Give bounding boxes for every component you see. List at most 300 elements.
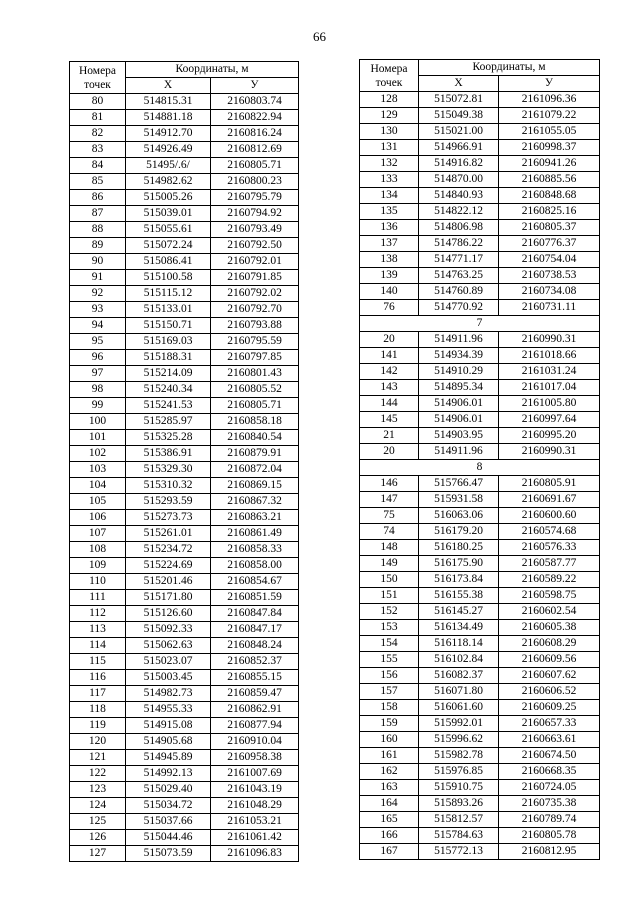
- table-row: [360, 124, 600, 140]
- header-y: У: [211, 78, 299, 94]
- point-number-cell: 108: [70, 542, 126, 558]
- point-number-cell: 127: [70, 846, 126, 862]
- header-point-number-line1: Номера: [78, 64, 117, 77]
- point-number-cell: 109: [70, 558, 126, 574]
- y-coordinate-cell: 2160822.94: [211, 110, 299, 126]
- x-coordinate-cell: 515188.31: [126, 350, 211, 366]
- table-row: [360, 476, 600, 492]
- table-row: [70, 334, 299, 350]
- point-number-cell: 122: [70, 766, 126, 782]
- point-number-cell: 157: [360, 684, 419, 700]
- y-coordinate-cell: 2160863.21: [211, 510, 299, 526]
- point-number-cell: 140: [360, 284, 419, 300]
- x-coordinate-cell: 516063.06: [419, 508, 499, 524]
- point-number-cell: 154: [360, 636, 419, 652]
- table-row: [70, 654, 299, 670]
- point-number-cell: 86: [70, 190, 126, 206]
- point-number-cell: 119: [70, 718, 126, 734]
- y-coordinate-cell: 2160825.16: [499, 204, 600, 220]
- y-coordinate-cell: 2160789.74: [499, 812, 600, 828]
- table-row: [360, 748, 600, 764]
- table-row: [360, 668, 600, 684]
- x-coordinate-cell: 514911.96: [419, 444, 499, 460]
- y-coordinate-cell: 2160885.56: [499, 172, 600, 188]
- y-coordinate-cell: 2160840.54: [211, 430, 299, 446]
- point-number-cell: 101: [70, 430, 126, 446]
- table-row: [70, 782, 299, 798]
- point-number-cell: 106: [70, 510, 126, 526]
- table-row: [70, 398, 299, 414]
- x-coordinate-cell: 516155.38: [419, 588, 499, 604]
- point-number-cell: 128: [360, 92, 419, 108]
- y-coordinate-cell: 2160587.77: [499, 556, 600, 572]
- x-coordinate-cell: 514771.17: [419, 252, 499, 268]
- y-coordinate-cell: 2160792.50: [211, 238, 299, 254]
- x-coordinate-cell: 515329.30: [126, 462, 211, 478]
- table-row: [70, 94, 299, 110]
- point-number-cell: 105: [70, 494, 126, 510]
- table-row: [70, 462, 299, 478]
- x-coordinate-cell: 515766.47: [419, 476, 499, 492]
- y-coordinate-cell: 2161017.04: [499, 380, 600, 396]
- table-row: [360, 796, 600, 812]
- x-coordinate-cell: 514955.33: [126, 702, 211, 718]
- table-row: [360, 268, 600, 284]
- table-row: [70, 574, 299, 590]
- y-coordinate-cell: 2160859.47: [211, 686, 299, 702]
- y-coordinate-cell: 2160851.59: [211, 590, 299, 606]
- y-coordinate-cell: 2160852.37: [211, 654, 299, 670]
- x-coordinate-cell: 514912.70: [126, 126, 211, 142]
- header-coordinates: Координаты, м: [419, 60, 600, 76]
- x-coordinate-cell: 514906.01: [419, 396, 499, 412]
- y-coordinate-cell: 2160910.04: [211, 734, 299, 750]
- point-number-cell: 75: [360, 508, 419, 524]
- y-coordinate-cell: 2160958.38: [211, 750, 299, 766]
- point-number-cell: 158: [360, 700, 419, 716]
- point-number-cell: 159: [360, 716, 419, 732]
- table-row: [70, 158, 299, 174]
- table-row: [360, 108, 600, 124]
- x-coordinate-cell: 515910.75: [419, 780, 499, 796]
- y-coordinate-cell: 2160803.74: [211, 94, 299, 110]
- table-row: [360, 540, 600, 556]
- point-number-cell: 143: [360, 380, 419, 396]
- y-coordinate-cell: 2160668.35: [499, 764, 600, 780]
- header-point-number-line1: Номера: [370, 62, 408, 75]
- table-row: [360, 140, 600, 156]
- point-number-cell: 83: [70, 142, 126, 158]
- y-coordinate-cell: 2160805.78: [499, 828, 600, 844]
- y-coordinate-cell: 2160812.95: [499, 844, 600, 860]
- y-coordinate-cell: 2160997.64: [499, 412, 600, 428]
- table-row: [70, 766, 299, 782]
- y-coordinate-cell: 2161031.24: [499, 364, 600, 380]
- point-number-cell: 134: [360, 188, 419, 204]
- table-row: [360, 188, 600, 204]
- x-coordinate-cell: 514906.01: [419, 412, 499, 428]
- x-coordinate-cell: 516179.20: [419, 524, 499, 540]
- point-number-cell: 102: [70, 446, 126, 462]
- y-coordinate-cell: 2160877.94: [211, 718, 299, 734]
- table-row: [70, 142, 299, 158]
- point-number-cell: 20: [360, 332, 419, 348]
- table-row: [360, 172, 600, 188]
- table-row: [360, 764, 600, 780]
- point-number-cell: 94: [70, 318, 126, 334]
- y-coordinate-cell: 2160663.61: [499, 732, 600, 748]
- point-number-cell: 113: [70, 622, 126, 638]
- x-coordinate-cell: 515092.33: [126, 622, 211, 638]
- point-number-cell: 112: [70, 606, 126, 622]
- y-coordinate-cell: 2160576.33: [499, 540, 600, 556]
- x-coordinate-cell: 515086.41: [126, 254, 211, 270]
- table-row: [360, 716, 600, 732]
- point-number-cell: 111: [70, 590, 126, 606]
- table-row: [360, 348, 600, 364]
- x-coordinate-cell: 515261.01: [126, 526, 211, 542]
- point-number-cell: 166: [360, 828, 419, 844]
- point-number-cell: 144: [360, 396, 419, 412]
- x-coordinate-cell: 514763.25: [419, 268, 499, 284]
- point-number-cell: 124: [70, 798, 126, 814]
- table-row: [70, 670, 299, 686]
- table-row: [70, 286, 299, 302]
- table-row: [360, 92, 600, 108]
- y-coordinate-cell: 2160805.37: [499, 220, 600, 236]
- x-coordinate-cell: 515241.53: [126, 398, 211, 414]
- table-row: [360, 236, 600, 252]
- y-coordinate-cell: 2160854.67: [211, 574, 299, 590]
- table-row: [70, 846, 299, 862]
- x-coordinate-cell: 515982.78: [419, 748, 499, 764]
- y-coordinate-cell: 2160731.11: [499, 300, 600, 316]
- x-coordinate-cell: 516102.84: [419, 652, 499, 668]
- y-coordinate-cell: 2160847.17: [211, 622, 299, 638]
- y-coordinate-cell: 2160657.33: [499, 716, 600, 732]
- y-coordinate-cell: 2160848.68: [499, 188, 600, 204]
- point-number-cell: 155: [360, 652, 419, 668]
- y-coordinate-cell: 2160792.01: [211, 254, 299, 270]
- x-coordinate-cell: 515293.59: [126, 494, 211, 510]
- table-row: [70, 414, 299, 430]
- x-coordinate-cell: 516082.37: [419, 668, 499, 684]
- y-coordinate-cell: 2160847.84: [211, 606, 299, 622]
- x-coordinate-cell: 514786.22: [419, 236, 499, 252]
- point-number-cell: 126: [70, 830, 126, 846]
- y-coordinate-cell: 2161053.21: [211, 814, 299, 830]
- x-coordinate-cell: 514870.00: [419, 172, 499, 188]
- x-coordinate-cell: 515240.34: [126, 382, 211, 398]
- x-coordinate-cell: 514881.18: [126, 110, 211, 126]
- table-row: [70, 126, 299, 142]
- table-row: [70, 558, 299, 574]
- point-number-cell: 117: [70, 686, 126, 702]
- x-coordinate-cell: 515115.12: [126, 286, 211, 302]
- section-row: [360, 460, 600, 476]
- y-coordinate-cell: 2161096.83: [211, 846, 299, 862]
- table-row: [360, 844, 600, 860]
- table-row: [360, 700, 600, 716]
- table-row: [70, 830, 299, 846]
- y-coordinate-cell: 2160869.15: [211, 478, 299, 494]
- x-coordinate-cell: 515150.71: [126, 318, 211, 334]
- table-row: [360, 524, 600, 540]
- y-coordinate-cell: 2160792.02: [211, 286, 299, 302]
- x-coordinate-cell: 51495/.6/: [126, 158, 211, 174]
- x-coordinate-cell: 514760.89: [419, 284, 499, 300]
- point-number-cell: 149: [360, 556, 419, 572]
- y-coordinate-cell: 2161055.05: [499, 124, 600, 140]
- point-number-cell: 85: [70, 174, 126, 190]
- table-row: [70, 366, 299, 382]
- x-coordinate-cell: 515325.28: [126, 430, 211, 446]
- header-point-number: [360, 60, 419, 92]
- point-number-cell: 136: [360, 220, 419, 236]
- table-row: [360, 620, 600, 636]
- point-number-cell: 148: [360, 540, 419, 556]
- point-number-cell: 139: [360, 268, 419, 284]
- y-coordinate-cell: 2161048.29: [211, 798, 299, 814]
- point-number-cell: 96: [70, 350, 126, 366]
- table-row: [360, 332, 600, 348]
- point-number-cell: 116: [70, 670, 126, 686]
- point-number-cell: 129: [360, 108, 419, 124]
- point-number-cell: 115: [70, 654, 126, 670]
- x-coordinate-cell: 514770.92: [419, 300, 499, 316]
- y-coordinate-cell: 2160855.15: [211, 670, 299, 686]
- point-number-cell: 87: [70, 206, 126, 222]
- x-coordinate-cell: 515171.80: [126, 590, 211, 606]
- x-coordinate-cell: 515072.24: [126, 238, 211, 254]
- y-coordinate-cell: 2160858.33: [211, 542, 299, 558]
- y-coordinate-cell: 2160607.62: [499, 668, 600, 684]
- table-row: [70, 318, 299, 334]
- x-coordinate-cell: 514982.62: [126, 174, 211, 190]
- y-coordinate-cell: 2160605.38: [499, 620, 600, 636]
- point-number-cell: 165: [360, 812, 419, 828]
- y-coordinate-cell: 2160879.91: [211, 446, 299, 462]
- table-row: [360, 220, 600, 236]
- y-coordinate-cell: 2160674.50: [499, 748, 600, 764]
- point-number-cell: 123: [70, 782, 126, 798]
- x-coordinate-cell: 514895.34: [419, 380, 499, 396]
- y-coordinate-cell: 2161005.80: [499, 396, 600, 412]
- y-coordinate-cell: 2160793.49: [211, 222, 299, 238]
- point-number-cell: 137: [360, 236, 419, 252]
- point-number-cell: 21: [360, 428, 419, 444]
- y-coordinate-cell: 2160990.31: [499, 332, 600, 348]
- x-coordinate-cell: 514916.82: [419, 156, 499, 172]
- header-x: X: [126, 78, 211, 94]
- x-coordinate-cell: 514815.31: [126, 94, 211, 110]
- table-row: [360, 492, 600, 508]
- point-number-cell: 138: [360, 252, 419, 268]
- x-coordinate-cell: 515049.38: [419, 108, 499, 124]
- y-coordinate-cell: 2160797.85: [211, 350, 299, 366]
- table-row: [360, 252, 600, 268]
- x-coordinate-cell: 514911.96: [419, 332, 499, 348]
- table-row: [70, 798, 299, 814]
- x-coordinate-cell: 516180.25: [419, 540, 499, 556]
- table-row: [360, 684, 600, 700]
- table-row: [70, 510, 299, 526]
- y-coordinate-cell: 2160609.25: [499, 700, 600, 716]
- point-number-cell: 121: [70, 750, 126, 766]
- x-coordinate-cell: 515126.60: [126, 606, 211, 622]
- point-number-cell: 95: [70, 334, 126, 350]
- point-number-cell: 130: [360, 124, 419, 140]
- x-coordinate-cell: 515072.81: [419, 92, 499, 108]
- point-number-cell: 141: [360, 348, 419, 364]
- header-point-number-line2: точек: [375, 76, 403, 89]
- table-row: [70, 478, 299, 494]
- table-row: [70, 606, 299, 622]
- table-row: [70, 254, 299, 270]
- x-coordinate-cell: 515931.58: [419, 492, 499, 508]
- x-coordinate-cell: 515386.91: [126, 446, 211, 462]
- table-row: [360, 780, 600, 796]
- x-coordinate-cell: 515169.03: [126, 334, 211, 350]
- y-coordinate-cell: 2160795.79: [211, 190, 299, 206]
- y-coordinate-cell: 2160800.23: [211, 174, 299, 190]
- point-number-cell: 162: [360, 764, 419, 780]
- coordinates-table-left: [69, 61, 299, 862]
- y-coordinate-cell: 2160589.22: [499, 572, 600, 588]
- header-point-number: [70, 62, 126, 94]
- point-number-cell: 153: [360, 620, 419, 636]
- y-coordinate-cell: 2160795.59: [211, 334, 299, 350]
- point-number-cell: 88: [70, 222, 126, 238]
- table-row: [360, 556, 600, 572]
- x-coordinate-cell: 515133.01: [126, 302, 211, 318]
- x-coordinate-cell: 515055.61: [126, 222, 211, 238]
- x-coordinate-cell: 515285.97: [126, 414, 211, 430]
- y-coordinate-cell: 2160998.37: [499, 140, 600, 156]
- y-coordinate-cell: 2160574.68: [499, 524, 600, 540]
- x-coordinate-cell: 515214.09: [126, 366, 211, 382]
- y-coordinate-cell: 2160872.04: [211, 462, 299, 478]
- x-coordinate-cell: 514915.08: [126, 718, 211, 734]
- point-number-cell: 74: [360, 524, 419, 540]
- x-coordinate-cell: 515003.45: [126, 670, 211, 686]
- y-coordinate-cell: 2161007.69: [211, 766, 299, 782]
- table-row: [70, 638, 299, 654]
- x-coordinate-cell: 515039.01: [126, 206, 211, 222]
- table-row: [70, 302, 299, 318]
- table-row: [70, 350, 299, 366]
- x-coordinate-cell: 514934.39: [419, 348, 499, 364]
- point-number-cell: 97: [70, 366, 126, 382]
- y-coordinate-cell: 2160608.29: [499, 636, 600, 652]
- x-coordinate-cell: 515005.26: [126, 190, 211, 206]
- point-number-cell: 142: [360, 364, 419, 380]
- x-coordinate-cell: 514905.68: [126, 734, 211, 750]
- y-coordinate-cell: 2160805.71: [211, 398, 299, 414]
- table-row: [360, 588, 600, 604]
- x-coordinate-cell: 515310.32: [126, 478, 211, 494]
- y-coordinate-cell: 2160848.24: [211, 638, 299, 654]
- y-coordinate-cell: 2160602.54: [499, 604, 600, 620]
- header-point-number-line2: точек: [84, 78, 111, 91]
- y-coordinate-cell: 2160861.49: [211, 526, 299, 542]
- table-row: [70, 814, 299, 830]
- table-row: [70, 542, 299, 558]
- header-x: X: [419, 76, 499, 92]
- point-number-cell: 160: [360, 732, 419, 748]
- point-number-cell: 145: [360, 412, 419, 428]
- table-row: [360, 652, 600, 668]
- table-row: [70, 718, 299, 734]
- x-coordinate-cell: 514840.93: [419, 188, 499, 204]
- header-coordinates: Координаты, м: [126, 62, 299, 78]
- y-coordinate-cell: 2161061.42: [211, 830, 299, 846]
- left-table-body: [70, 94, 299, 862]
- point-number-cell: 98: [70, 382, 126, 398]
- table-row: [70, 430, 299, 446]
- table-row: [360, 396, 600, 412]
- y-coordinate-cell: 2160724.05: [499, 780, 600, 796]
- point-number-cell: 90: [70, 254, 126, 270]
- point-number-cell: 82: [70, 126, 126, 142]
- x-coordinate-cell: 514926.49: [126, 142, 211, 158]
- y-coordinate-cell: 2161096.36: [499, 92, 600, 108]
- y-coordinate-cell: 2160738.53: [499, 268, 600, 284]
- y-coordinate-cell: 2161079.22: [499, 108, 600, 124]
- x-coordinate-cell: 514903.95: [419, 428, 499, 444]
- x-coordinate-cell: 514945.89: [126, 750, 211, 766]
- y-coordinate-cell: 2160990.31: [499, 444, 600, 460]
- x-coordinate-cell: 514966.91: [419, 140, 499, 156]
- point-number-cell: 81: [70, 110, 126, 126]
- table-row: [360, 636, 600, 652]
- y-coordinate-cell: 2160867.32: [211, 494, 299, 510]
- table-row: [70, 446, 299, 462]
- point-number-cell: 131: [360, 140, 419, 156]
- table-row: [70, 382, 299, 398]
- x-coordinate-cell: 515073.59: [126, 846, 211, 862]
- table-row: [70, 494, 299, 510]
- point-number-cell: 80: [70, 94, 126, 110]
- y-coordinate-cell: 2160816.24: [211, 126, 299, 142]
- x-coordinate-cell: 515996.62: [419, 732, 499, 748]
- x-coordinate-cell: 515100.58: [126, 270, 211, 286]
- y-coordinate-cell: 2160776.37: [499, 236, 600, 252]
- x-coordinate-cell: 516175.90: [419, 556, 499, 572]
- x-coordinate-cell: 514822.12: [419, 204, 499, 220]
- x-coordinate-cell: 515034.72: [126, 798, 211, 814]
- point-number-cell: 156: [360, 668, 419, 684]
- point-number-cell: 164: [360, 796, 419, 812]
- y-coordinate-cell: 2160791.85: [211, 270, 299, 286]
- x-coordinate-cell: 515201.46: [126, 574, 211, 590]
- x-coordinate-cell: 516145.27: [419, 604, 499, 620]
- x-coordinate-cell: 515976.85: [419, 764, 499, 780]
- x-coordinate-cell: 515224.69: [126, 558, 211, 574]
- x-coordinate-cell: 514910.29: [419, 364, 499, 380]
- point-number-cell: 76: [360, 300, 419, 316]
- table-row: [70, 686, 299, 702]
- y-coordinate-cell: 2160941.26: [499, 156, 600, 172]
- table-row: [70, 270, 299, 286]
- y-coordinate-cell: 2160600.60: [499, 508, 600, 524]
- x-coordinate-cell: 515784.63: [419, 828, 499, 844]
- x-coordinate-cell: 514982.73: [126, 686, 211, 702]
- y-coordinate-cell: 2160792.70: [211, 302, 299, 318]
- table-row: [360, 444, 600, 460]
- point-number-cell: 104: [70, 478, 126, 494]
- table-row: [360, 156, 600, 172]
